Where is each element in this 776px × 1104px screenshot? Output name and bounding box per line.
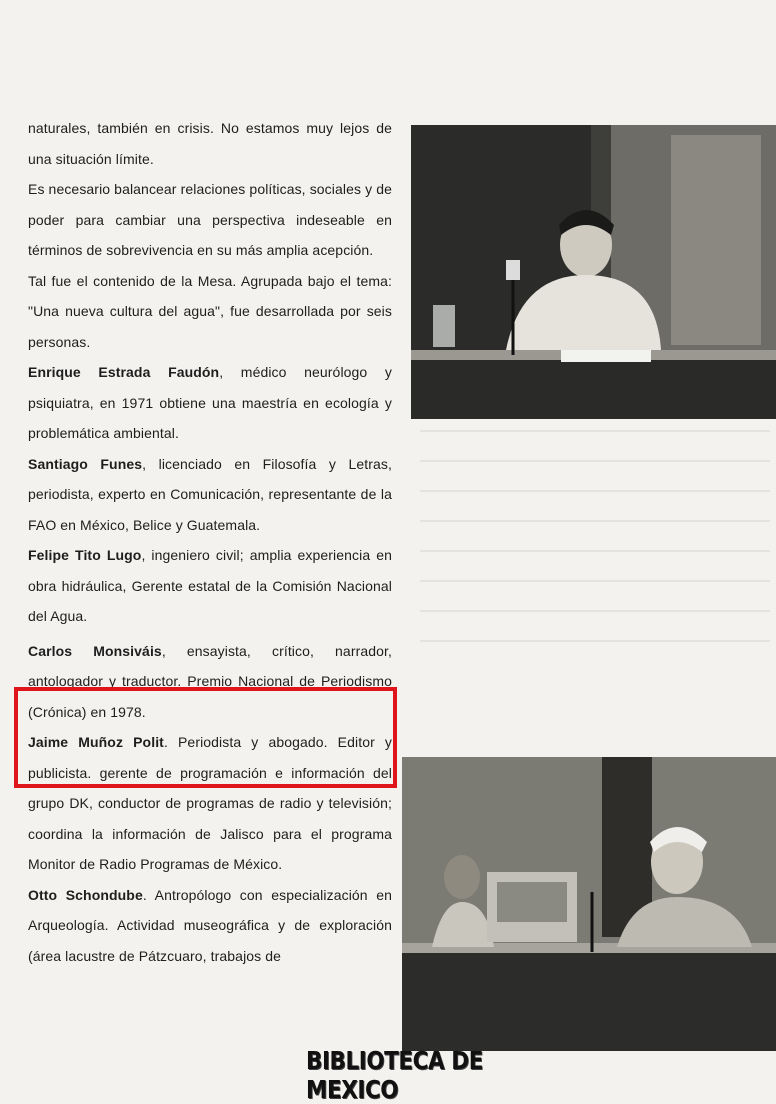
photo-panelist-at-table: [411, 125, 776, 419]
panelist-description: . Antropólogo con especialización en Arqueología. Actividad museográfica y de exploración (área lacustre de Pátzcuaro, trabajos de: [28, 886, 393, 964]
panelist-description: , licenciado en Filosofía y Letras, periodista, experto en Comunicación, representante de la FAO en México, Belice y Guatemala.: [28, 455, 392, 533]
panelist-name: Santiago Funes: [28, 455, 143, 472]
panelist-estrada: [28, 357, 392, 449]
body-text-column: [28, 113, 392, 971]
show-through-text: [420, 430, 770, 660]
panelist-description: , ingeniero civil; amplia experiencia en obra hidráulica, Gerente estatal de la Comisión Nacional del Agua.: [28, 547, 392, 624]
paragraph-3: Tal fue el contenido de la Mesa. Agrupada bajo el tema: "Una nueva cultura del agua", fue desarrollada por seis personas.: [28, 272, 392, 350]
panelist-lugo: [28, 540, 392, 632]
photo-panelists-with-microphones: [402, 757, 776, 1051]
highlight-box: [14, 687, 397, 788]
panelist-description: , ensayista, crítico, narrador, antologador y traductor. Premio Nacional de Periodismo (Crónica) en 1978.: [28, 642, 392, 720]
panelist-description: . Periodista y abogado. Editor y publicista. gerente de programación e información del grupo DK, conductor de programas de radio y televisión; coordina la información de Jalisco para el programa Monitor de Radio Programas de México.: [28, 734, 393, 872]
panelist-description: , médico neurólogo y psiquiatra, en 1971 obtiene una maestría en ecología y problemática ambiental.: [28, 364, 393, 441]
panelist-schondube: [28, 880, 392, 972]
paragraph-2: Es necesario balancear relaciones políticas, sociales y de poder para cambiar una perspectiva indeseable en términos de sobrevivencia en su más amplia acepción.: [28, 181, 392, 258]
panelist-name: Otto Schondube: [28, 886, 143, 903]
panelist-name: Carlos Monsiváis: [28, 642, 162, 659]
library-stamp: BIBLIOTECA DE MEXICO: [306, 1046, 483, 1104]
panelist-name: Felipe Tito Lugo: [28, 547, 142, 563]
paragraph-1: naturales, también en crisis. No estamos muy lejos de una situación límite.: [28, 120, 392, 167]
panelist-funes: [28, 449, 392, 541]
panelist-name: Jaime Muñoz Polit: [28, 734, 164, 750]
panelist-name: Enrique Estrada Faudón: [28, 364, 220, 380]
